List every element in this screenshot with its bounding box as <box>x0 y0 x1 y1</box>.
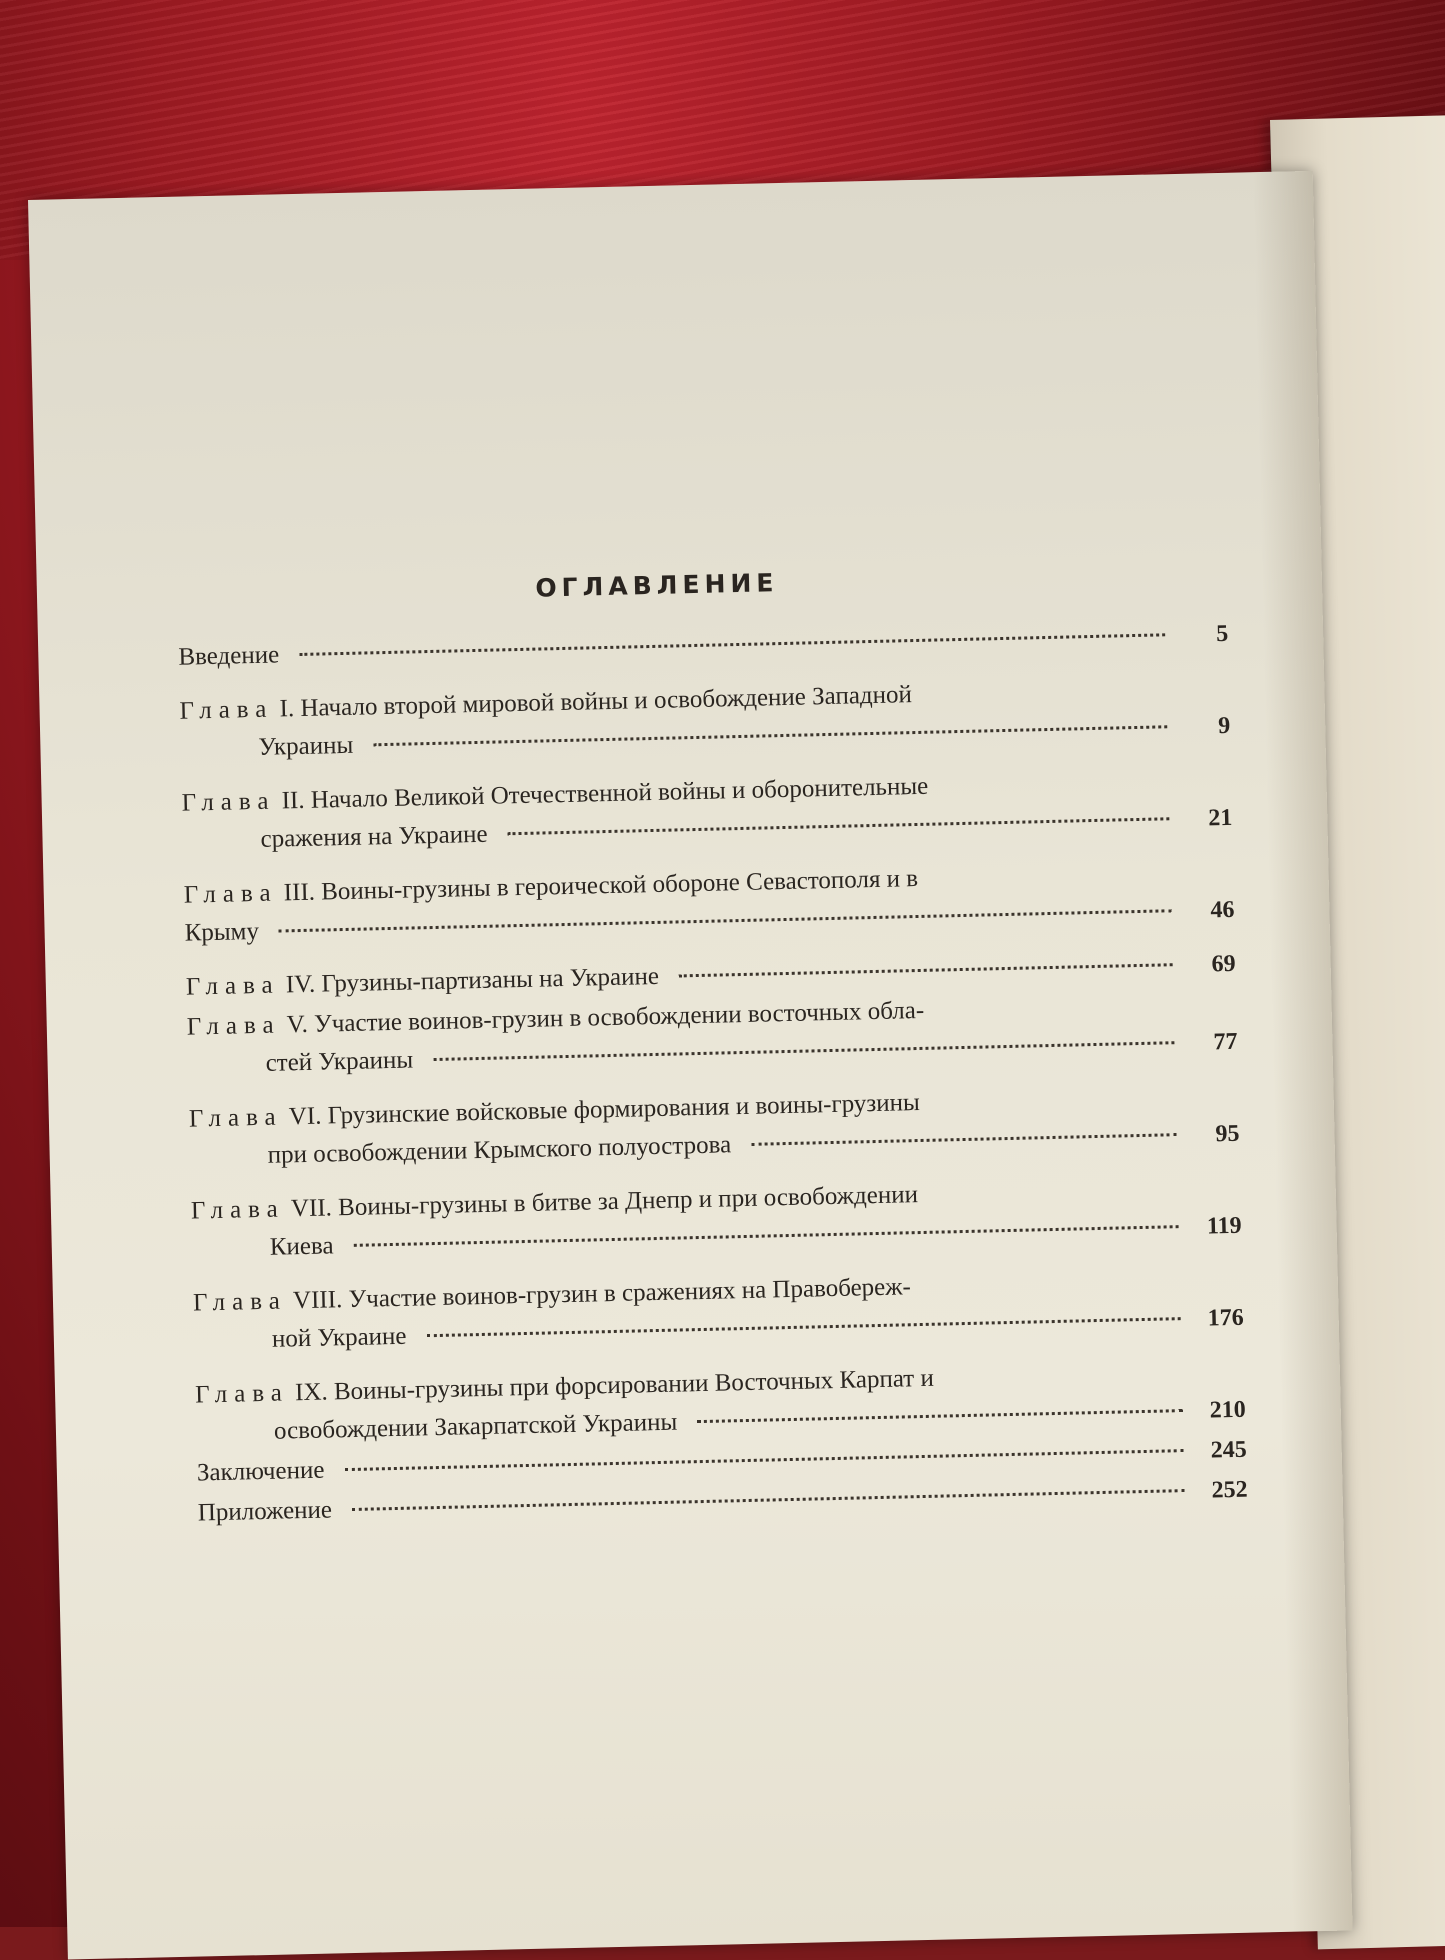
dot-leader <box>433 1041 1174 1061</box>
dot-leader <box>299 633 1165 656</box>
chapter-title-line1: I. Начало второй мировой войны и освобождение Западной <box>279 681 913 723</box>
chapter-title-line2: Киева <box>269 1232 334 1261</box>
page-number: 77 <box>1213 1028 1238 1056</box>
book-page <box>28 171 1353 1960</box>
chapter-title-line2: освобождении Закарпатской Украины <box>273 1408 678 1445</box>
chapter-title-line1: VI. Грузинские войсковые формирования и воины-грузины <box>288 1089 921 1131</box>
toc-entry-chapter-2 <box>181 761 1242 861</box>
chapter-prefix: Глава <box>192 1287 288 1317</box>
dot-leader <box>354 1225 1179 1247</box>
chapter-title-line1: V. Участие воинов-грузин в освобождении восточных обла- <box>286 996 925 1039</box>
toc-entry-chapter-1 <box>179 669 1240 769</box>
chapter-prefix: Глава <box>194 1379 290 1409</box>
chapter-title-line1: VIII. Участие воинов-грузин в сражениях на Правобереж- <box>292 1273 912 1315</box>
chapter-title-line2: при освобождении Крымского полуострова <box>267 1131 732 1169</box>
dot-leader <box>679 963 1173 977</box>
page-number: 69 <box>1211 950 1236 978</box>
page-number: 46 <box>1210 896 1235 924</box>
chapter-title-line2: сражения на Украине <box>260 820 488 853</box>
chapter-title-line1: II. Начало Великой Отечественной войны и оборонительные <box>281 772 929 815</box>
dot-leader <box>373 725 1167 746</box>
chapter-title-line1: III. Воины-грузины в героической обороне Севастополя и в <box>283 864 919 907</box>
dot-leader <box>697 1409 1183 1423</box>
page-number: 119 <box>1206 1212 1242 1240</box>
toc-entry-chapter-8 <box>193 1260 1254 1360</box>
toc-title: ОГЛАВЛЕНИЕ <box>535 568 779 603</box>
table-of-contents <box>177 558 1258 1535</box>
page-number: 210 <box>1209 1396 1247 1424</box>
entry-label: Приложение <box>197 1496 333 1527</box>
entry-label: Заключение <box>196 1456 325 1487</box>
dot-leader <box>426 1317 1180 1337</box>
entry-label: Введение <box>178 641 280 671</box>
chapter-title-line2: Крыму <box>184 917 260 947</box>
chapter-prefix: Глава <box>181 787 276 817</box>
chapter-title-line1: IV. Грузины-партизаны на Украине <box>285 962 660 999</box>
toc-entry-chapter-6 <box>188 1077 1249 1177</box>
page-number: 9 <box>1217 712 1231 740</box>
dot-leader <box>344 1449 1183 1471</box>
page-number: 5 <box>1215 620 1229 648</box>
toc-entry-chapter-3 <box>183 853 1244 953</box>
chapter-title-line1: VII. Воины-грузины в битве за Днепр и при освобождении <box>290 1181 919 1223</box>
chapter-prefix: Глава <box>186 1011 281 1041</box>
page-number: 95 <box>1215 1120 1240 1148</box>
dot-leader <box>751 1133 1176 1146</box>
chapter-title-line2: Украины <box>258 731 354 761</box>
dot-leader <box>352 1489 1185 1511</box>
dot-leader <box>279 909 1172 932</box>
chapter-prefix: Глава <box>188 1103 283 1133</box>
page-number: 245 <box>1210 1436 1247 1464</box>
dot-leader <box>508 817 1170 835</box>
toc-entry-chapter-7 <box>191 1169 1252 1269</box>
chapter-prefix: Глава <box>185 971 280 1001</box>
page-number: 21 <box>1208 804 1233 832</box>
toc-line <box>178 615 1229 677</box>
chapter-prefix: Глава <box>190 1195 285 1225</box>
page-number: 176 <box>1207 1304 1244 1332</box>
toc-entry-introduction <box>178 615 1239 677</box>
chapter-prefix: Глава <box>183 879 278 909</box>
chapter-prefix: Глава <box>179 695 274 725</box>
chapter-title-line2: стей Украины <box>265 1046 414 1077</box>
page-number: 252 <box>1211 1476 1248 1504</box>
chapter-title-line1: IX. Воины-грузины при форсировании Восточных Карпат и <box>294 1364 935 1407</box>
chapter-title-line2: ной Украине <box>271 1322 407 1353</box>
